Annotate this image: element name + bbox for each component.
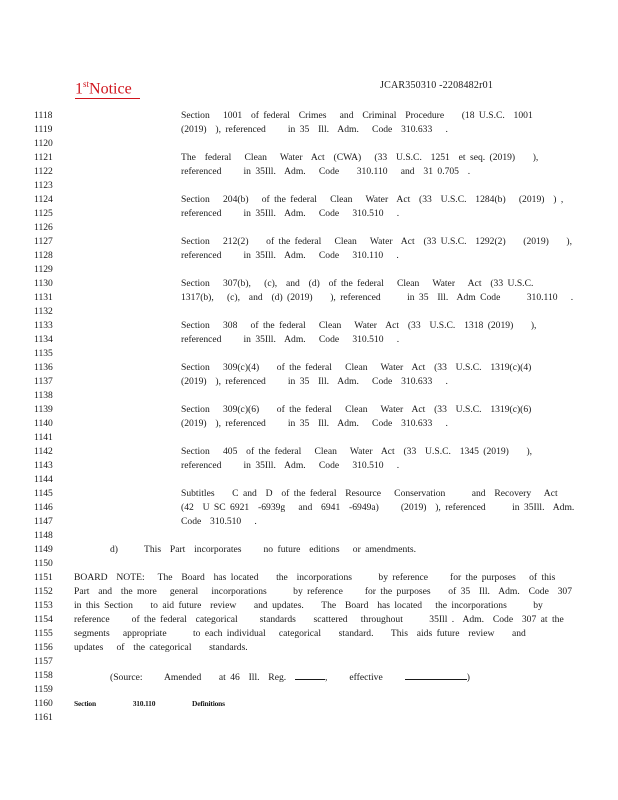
line-number: 1137 — [34, 376, 53, 387]
line-number: 1143 — [34, 460, 53, 471]
line-number: 1160 — [34, 698, 53, 709]
rcra-line-1: Subtitles C and D of the federal Resource Conservation and Recovery Act — [181, 488, 558, 499]
board-note-line-5: segments appropriate to each individual categorical standard. This aids future review and — [74, 628, 526, 639]
line-number: 1159 — [34, 684, 53, 695]
entry-3-line-2: referenced in 35Ill. Adm. Code 310.510 . — [181, 208, 400, 219]
entry-2-line-2: referenced in 35Ill. Adm. Code 310.110 and 31 0.705 . — [181, 166, 471, 177]
line-number: 1133 — [34, 320, 53, 331]
line-number: 1158 — [34, 670, 53, 681]
entry-7-line-2: (2019) ), referenced in 35 Ill. Adm. Code 310.633 . — [181, 376, 448, 387]
line-number: 1156 — [34, 642, 53, 653]
board-note-line-2: Part and the more general incorporations by reference for the purposes of 35 Ill. Adm. Code 307 — [74, 586, 573, 597]
line-number: 1141 — [34, 432, 53, 443]
document-code: JCAR350310 -2208482r01 — [380, 80, 494, 91]
line-number: 1153 — [34, 600, 53, 611]
subsection-d-label: d) — [110, 544, 118, 555]
line-number: 1144 — [34, 474, 53, 485]
section-number: 310.110 — [132, 699, 156, 708]
entry-6-line-2: referenced in 35Ill. Adm. Code 310.510 . — [181, 334, 400, 345]
line-number: 1126 — [34, 222, 53, 233]
entry-2-line-1: The federal Clean Water Act (CWA) (33 U.S.C. 1251 et seq. (2019) ), — [181, 152, 539, 163]
entry-5-line-1: Section 307(b), (c), and (d) of the federal Clean Water Act (33 U.S.C. — [181, 278, 534, 289]
register-blank — [295, 669, 325, 680]
entry-1-line-2: (2019) ), referenced in 35 Ill. Adm. Code 310.633 . — [181, 124, 448, 135]
effective-date-blank — [405, 669, 467, 680]
line-number: 1123 — [34, 180, 53, 191]
line-number: 1118 — [34, 110, 53, 121]
notice-number: 1 — [75, 80, 83, 98]
rcra-line-3: Code 310.510 . — [181, 516, 257, 527]
line-number: 1140 — [34, 418, 53, 429]
line-number: 1151 — [34, 572, 53, 583]
notice-suffix: st — [83, 79, 90, 89]
line-number: 1138 — [34, 390, 53, 401]
section-word: Section — [74, 699, 96, 708]
line-number: 1161 — [34, 712, 53, 723]
board-note-line-6: updates of the categorical standards. — [74, 642, 248, 653]
entry-1-line-1: Section 1001 of federal Crimes and Criminal Procedure (18 U.S.C. 1001 — [181, 110, 533, 121]
entry-5-line-2: 1317(b), (c), and (d) (2019) ), referenced in 35 Ill. Adm Code 310.110 . — [181, 292, 574, 303]
line-number: 1125 — [34, 208, 53, 219]
entry-4-line-2: referenced in 35Ill. Adm. Code 310.110 . — [181, 250, 399, 261]
line-number: 1124 — [34, 194, 53, 205]
line-number: 1135 — [34, 348, 53, 359]
notice-heading — [75, 75, 140, 99]
subsection-d-text: This Part incorporates no future editions or amendments. — [144, 544, 417, 555]
entry-9-line-1: Section 405 of the federal Clean Water Act (33 U.S.C. 1345 (2019) ), — [181, 446, 533, 457]
line-number: 1150 — [34, 558, 53, 569]
source-close: ) — [466, 672, 470, 683]
board-note-line-3: in this Section to aid future review and updates. The Board has located the incorporations by — [74, 600, 543, 611]
line-number: 1149 — [34, 544, 53, 555]
line-number: 1122 — [34, 166, 53, 177]
line-number: 1136 — [34, 362, 53, 373]
line-number: 1155 — [34, 628, 53, 639]
line-number: 1154 — [34, 614, 53, 625]
line-number: 1145 — [34, 488, 53, 499]
source-effective: effective — [349, 672, 383, 683]
section-heading — [74, 697, 225, 711]
line-number: 1128 — [34, 250, 53, 261]
line-number: 1134 — [34, 334, 53, 345]
entry-8-line-1: Section 309(c)(6) of the federal Clean Water Act (33 U.S.C. 1319(c)(6) — [181, 404, 532, 415]
section-title: Definitions — [192, 699, 225, 708]
line-number: 1148 — [34, 530, 53, 541]
source-note: (Source: Amended at 46 Ill. Reg. , effective ) — [110, 669, 470, 685]
line-number: 1132 — [34, 306, 53, 317]
entry-3-line-1: Section 204(b) of the federal Clean Water Act (33 U.S.C. 1284(b) (2019) ) , — [181, 194, 564, 205]
entry-8-line-2: (2019) ), referenced in 35 Ill. Adm. Code 310.633 . — [181, 418, 448, 429]
rcra-line-2: (42 U SC 6921 -6939g and 6941 -6949a) (2019) ), referenced in 35Ill. Adm. — [181, 502, 575, 513]
line-number: 1146 — [34, 502, 53, 513]
line-number: 1139 — [34, 404, 53, 415]
line-number: 1152 — [34, 586, 53, 597]
line-number: 1127 — [34, 236, 53, 247]
board-note-line-1: BOARD NOTE: The Board has located the incorporations by reference for the purposes of this — [74, 572, 556, 583]
line-number: 1120 — [34, 138, 53, 149]
line-number: 1131 — [34, 292, 53, 303]
entry-6-line-1: Section 308 of the federal Clean Water Act (33 U.S.C. 1318 (2019) ), — [181, 320, 537, 331]
line-number: 1157 — [34, 656, 53, 667]
line-number: 1142 — [34, 446, 53, 457]
source-open: (Source: — [110, 672, 143, 683]
entry-9-line-2: referenced in 35Ill. Adm. Code 310.510 . — [181, 460, 400, 471]
entry-4-line-1: Section 212(2) of the federal Clean Water Act (33 U.S.C. 1292(2) (2019) ), — [181, 236, 573, 247]
board-note-line-4: reference of the federal categorical standards scattered throughout 35Ill . Adm. Code 307 at the — [74, 614, 564, 625]
notice-word: Notice — [89, 80, 132, 98]
line-number: 1129 — [34, 264, 53, 275]
line-number: 1121 — [34, 152, 53, 163]
line-number: 1119 — [34, 124, 53, 135]
entry-7-line-1: Section 309(c)(4) of the federal Clean Water Act (33 U.S.C. 1319(c)(4) — [181, 362, 532, 373]
source-amended: Amended at 46 Ill. Reg. — [163, 672, 287, 683]
line-number: 1130 — [34, 278, 53, 289]
line-number: 1147 — [34, 516, 53, 527]
